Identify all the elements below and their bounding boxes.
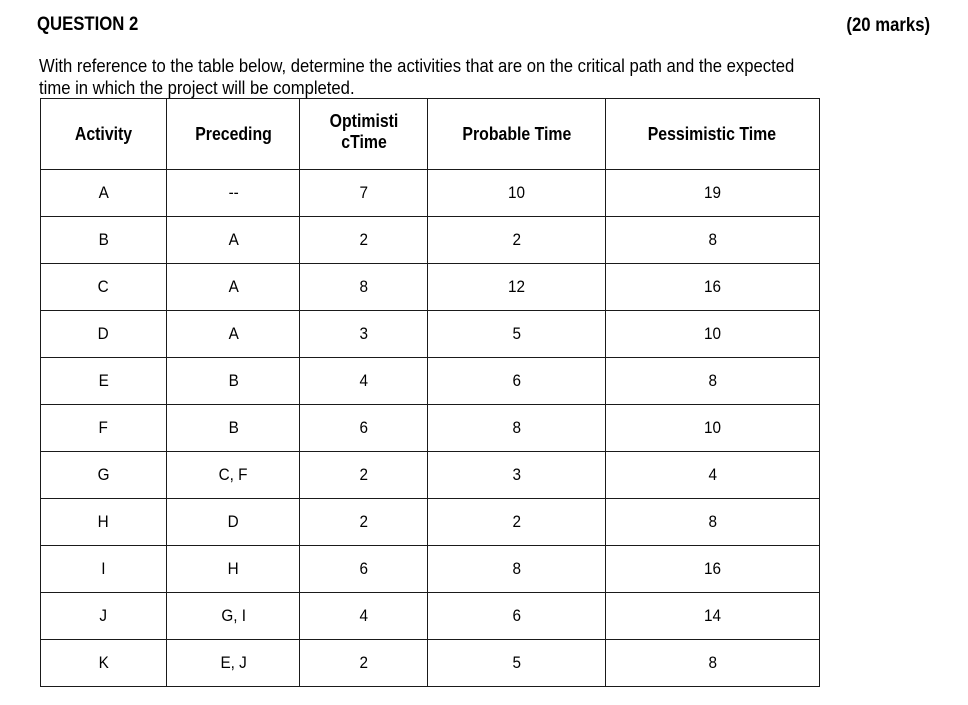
- cell-probable: 2: [428, 499, 605, 546]
- cell-activity: D: [41, 311, 167, 358]
- cell-probable: 12: [428, 264, 605, 311]
- cell-optimistic: 3: [300, 311, 428, 358]
- table-row: [41, 358, 820, 405]
- cell-pessimistic: 10: [605, 311, 819, 358]
- cell-activity: B: [41, 217, 167, 264]
- cell-activity: K: [41, 640, 167, 687]
- table-row: [41, 311, 820, 358]
- question-text-line-2: time in which the project will be completed.: [39, 77, 355, 98]
- table-row: [41, 593, 820, 640]
- header-preceding: Preceding: [167, 99, 300, 170]
- cell-pessimistic: 19: [605, 170, 819, 217]
- cell-optimistic: 2: [300, 452, 428, 499]
- cell-preceding: --: [167, 170, 300, 217]
- cell-probable: 8: [428, 546, 605, 593]
- cell-activity: J: [41, 593, 167, 640]
- header-pessimistic-time: Pessimistic Time: [605, 99, 819, 170]
- header-optimistic-line-1: Optimisti: [329, 111, 399, 131]
- cell-pessimistic: 8: [605, 640, 819, 687]
- cell-optimistic: 4: [300, 358, 428, 405]
- cell-preceding: C, F: [167, 452, 300, 499]
- table-row: [41, 264, 820, 311]
- cell-preceding: B: [167, 358, 300, 405]
- cell-optimistic: 2: [300, 217, 428, 264]
- table-header-row: [41, 99, 820, 170]
- cell-preceding: E, J: [167, 640, 300, 687]
- cell-activity: G: [41, 452, 167, 499]
- table-row: [41, 640, 820, 687]
- cell-preceding: A: [167, 311, 300, 358]
- cell-optimistic: 6: [300, 405, 428, 452]
- cell-preceding: G, I: [167, 593, 300, 640]
- activity-table: [40, 98, 820, 687]
- header-activity: Activity: [41, 99, 167, 170]
- cell-pessimistic: 8: [605, 358, 819, 405]
- cell-probable: 5: [428, 311, 605, 358]
- cell-probable: 6: [428, 593, 605, 640]
- cell-activity: F: [41, 405, 167, 452]
- cell-optimistic: 2: [300, 499, 428, 546]
- cell-optimistic: 8: [300, 264, 428, 311]
- cell-pessimistic: 16: [605, 264, 819, 311]
- cell-probable: 10: [428, 170, 605, 217]
- cell-activity: C: [41, 264, 167, 311]
- question-title: QUESTION 2: [37, 14, 139, 35]
- cell-pessimistic: 10: [605, 405, 819, 452]
- cell-probable: 5: [428, 640, 605, 687]
- cell-activity: E: [41, 358, 167, 405]
- cell-activity: I: [41, 546, 167, 593]
- question-text: [39, 55, 813, 99]
- question-text-line-1: With reference to the table below, determine the activities that are on the critical path and the expected: [39, 55, 795, 76]
- table-row: [41, 452, 820, 499]
- header-probable-time: Probable Time: [428, 99, 605, 170]
- table-row: [41, 546, 820, 593]
- cell-optimistic: 2: [300, 640, 428, 687]
- cell-optimistic: 7: [300, 170, 428, 217]
- cell-activity: H: [41, 499, 167, 546]
- cell-pessimistic: 4: [605, 452, 819, 499]
- question-marks: (20 marks): [846, 15, 930, 36]
- cell-preceding: B: [167, 405, 300, 452]
- cell-preceding: D: [167, 499, 300, 546]
- cell-activity: A: [41, 170, 167, 217]
- cell-optimistic: 6: [300, 546, 428, 593]
- cell-pessimistic: 16: [605, 546, 819, 593]
- cell-pessimistic: 14: [605, 593, 819, 640]
- header-optimistic-time: [300, 99, 428, 170]
- table-row: [41, 499, 820, 546]
- cell-probable: 8: [428, 405, 605, 452]
- cell-optimistic: 4: [300, 593, 428, 640]
- cell-pessimistic: 8: [605, 499, 819, 546]
- cell-preceding: A: [167, 264, 300, 311]
- cell-preceding: H: [167, 546, 300, 593]
- table-row: [41, 217, 820, 264]
- cell-preceding: A: [167, 217, 300, 264]
- header-optimistic-line-2: cTime: [341, 132, 387, 152]
- cell-probable: 2: [428, 217, 605, 264]
- cell-probable: 3: [428, 452, 605, 499]
- cell-probable: 6: [428, 358, 605, 405]
- table-row: [41, 405, 820, 452]
- table-row: [41, 170, 820, 217]
- cell-pessimistic: 8: [605, 217, 819, 264]
